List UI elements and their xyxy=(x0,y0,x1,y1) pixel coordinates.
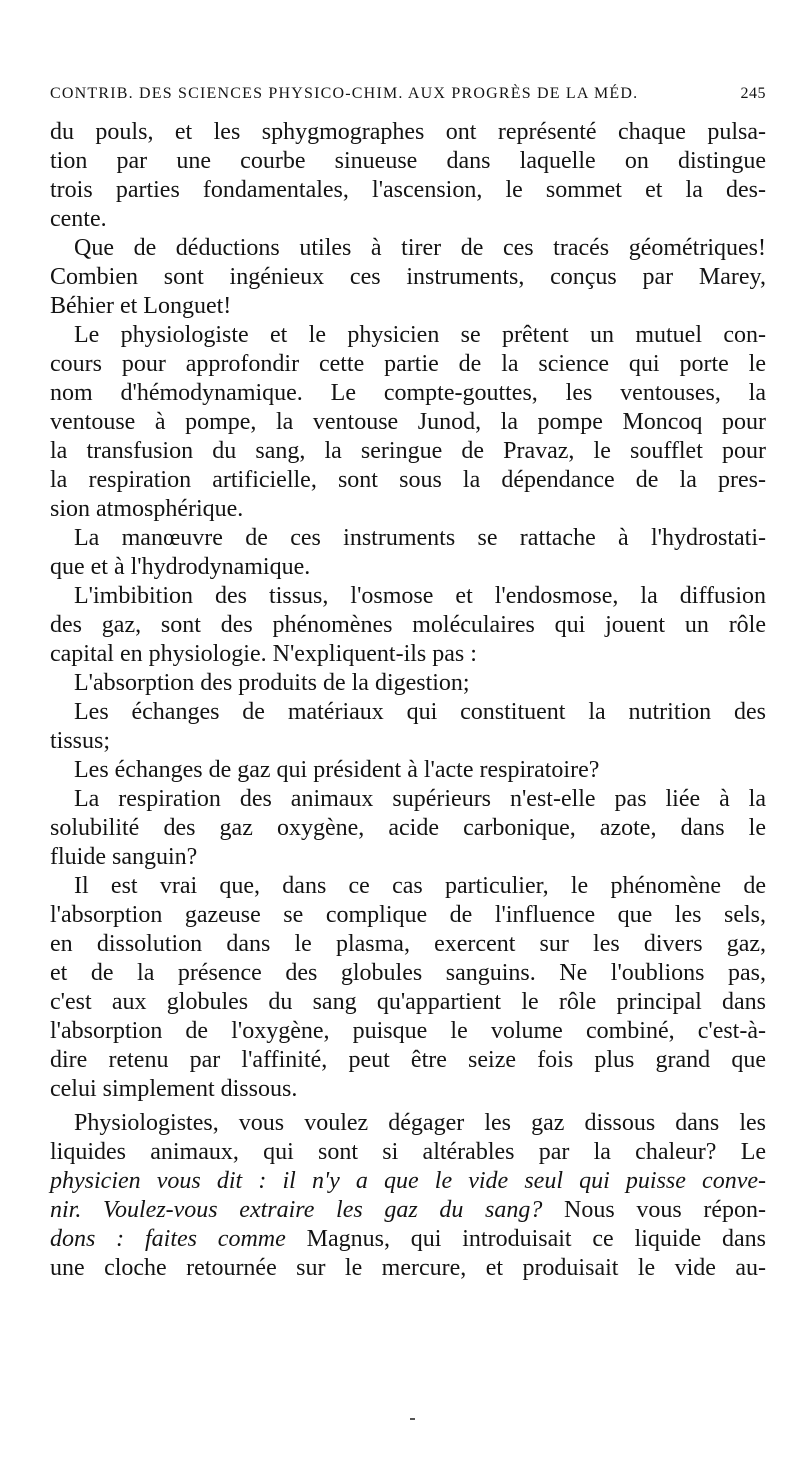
text-line: liquides animaux, qui sont si altérables par la chaleur? Le xyxy=(50,1139,766,1165)
roman-run: Nous vous répon- xyxy=(542,1197,766,1223)
text-line: Combien sont ingénieux ces instruments, conçus par Marey, xyxy=(50,264,766,290)
text-line: l'absorption gazeuse se complique de l'influence que les sels, xyxy=(50,902,766,928)
text-line: Les échanges de gaz qui président à l'acte respiratoire? xyxy=(74,757,600,783)
text-line: tissus; xyxy=(50,728,111,754)
text-line: trois parties fondamentales, l'ascension, le sommet et la des- xyxy=(50,177,766,203)
text-line: Physiologistes, vous voulez dégager les gaz dissous dans les xyxy=(74,1110,766,1136)
text-line: c'est aux globules du sang qu'appartient le rôle principal dans xyxy=(50,989,766,1015)
text-line: ventouse à pompe, la ventouse Junod, la pompe Moncoq pour xyxy=(50,409,766,435)
text-line: une cloche retournée sur le mercure, et produisait le vide au- xyxy=(50,1255,766,1281)
text-line: L'absorption des produits de la digestion; xyxy=(74,670,470,696)
text-line: la transfusion du sang, la seringue de Pravaz, le soufflet pour xyxy=(50,438,766,464)
text-line: nom d'hémodynamique. Le compte-gouttes, les ventouses, la xyxy=(50,380,766,406)
running-title: CONTRIB. DES SCIENCES PHYSICO-CHIM. AUX PROGRÈS DE LA MÉD. xyxy=(50,85,639,102)
text-line: Béhier et Longuet! xyxy=(50,293,232,319)
text-line: L'imbibition des tissus, l'osmose et l'endosmose, la diffusion xyxy=(74,583,766,609)
page-number: 245 xyxy=(740,85,766,102)
text-line xyxy=(50,1196,766,1225)
text-line: Le physiologiste et le physicien se prêtent un mutuel con- xyxy=(74,322,766,348)
roman-run: Magnus, qui introduisait ce liquide dans xyxy=(285,1226,767,1252)
text-line xyxy=(50,1225,766,1254)
text-line-italic: physicien vous dit : il n'y a que le vide seul qui puisse conve- xyxy=(50,1168,766,1194)
text-line: celui simplement dissous. xyxy=(50,1076,298,1102)
text-line: sion atmosphérique. xyxy=(50,496,244,522)
running-head xyxy=(50,84,766,104)
print-mark xyxy=(410,1418,415,1420)
text-line: dire retenu par l'affinité, peut être seize fois plus grand que xyxy=(50,1047,766,1073)
text-line: que et à l'hydrodynamique. xyxy=(50,554,311,580)
text-line: l'absorption de l'oxygène, puisque le volume combiné, c'est-à- xyxy=(50,1018,766,1044)
text-line: Il est vrai que, dans ce cas particulier, le phénomène de xyxy=(74,873,766,899)
text-line: du pouls, et les sphygmographes ont représenté chaque pulsa- xyxy=(50,119,766,145)
text-line: Que de déductions utiles à tirer de ces tracés géométriques! xyxy=(74,235,766,261)
text-line: La manœuvre de ces instruments se rattache à l'hydrostati- xyxy=(74,525,766,551)
italic-run: nir. Voulez-vous extraire les gaz du sang? xyxy=(50,1197,543,1223)
text-line: des gaz, sont des phénomènes moléculaires qui jouent un rôle xyxy=(50,612,766,638)
text-line: La respiration des animaux supérieurs n'est-elle pas liée à la xyxy=(74,786,766,812)
italic-run: dons : faites comme xyxy=(50,1226,286,1252)
text-line: capital en physiologie. N'expliquent-ils pas : xyxy=(50,641,477,667)
text-line: fluide sanguin? xyxy=(50,844,198,870)
text-line: et de la présence des globules sanguins. Ne l'oublions pas, xyxy=(50,960,766,986)
body-text xyxy=(50,118,766,1283)
text-line: cours pour approfondir cette partie de la science qui porte le xyxy=(50,351,766,377)
text-line: Les échanges de matériaux qui constituent la nutrition des xyxy=(74,699,766,725)
text-line: en dissolution dans le plasma, exercent sur les divers gaz, xyxy=(50,931,766,957)
text-line: la respiration artificielle, sont sous la dépendance de la pres- xyxy=(50,467,766,493)
text-line: tion par une courbe sinueuse dans laquelle on distingue xyxy=(50,148,766,174)
text-line: cente. xyxy=(50,206,107,232)
text-line: solubilité des gaz oxygène, acide carbonique, azote, dans le xyxy=(50,815,766,841)
